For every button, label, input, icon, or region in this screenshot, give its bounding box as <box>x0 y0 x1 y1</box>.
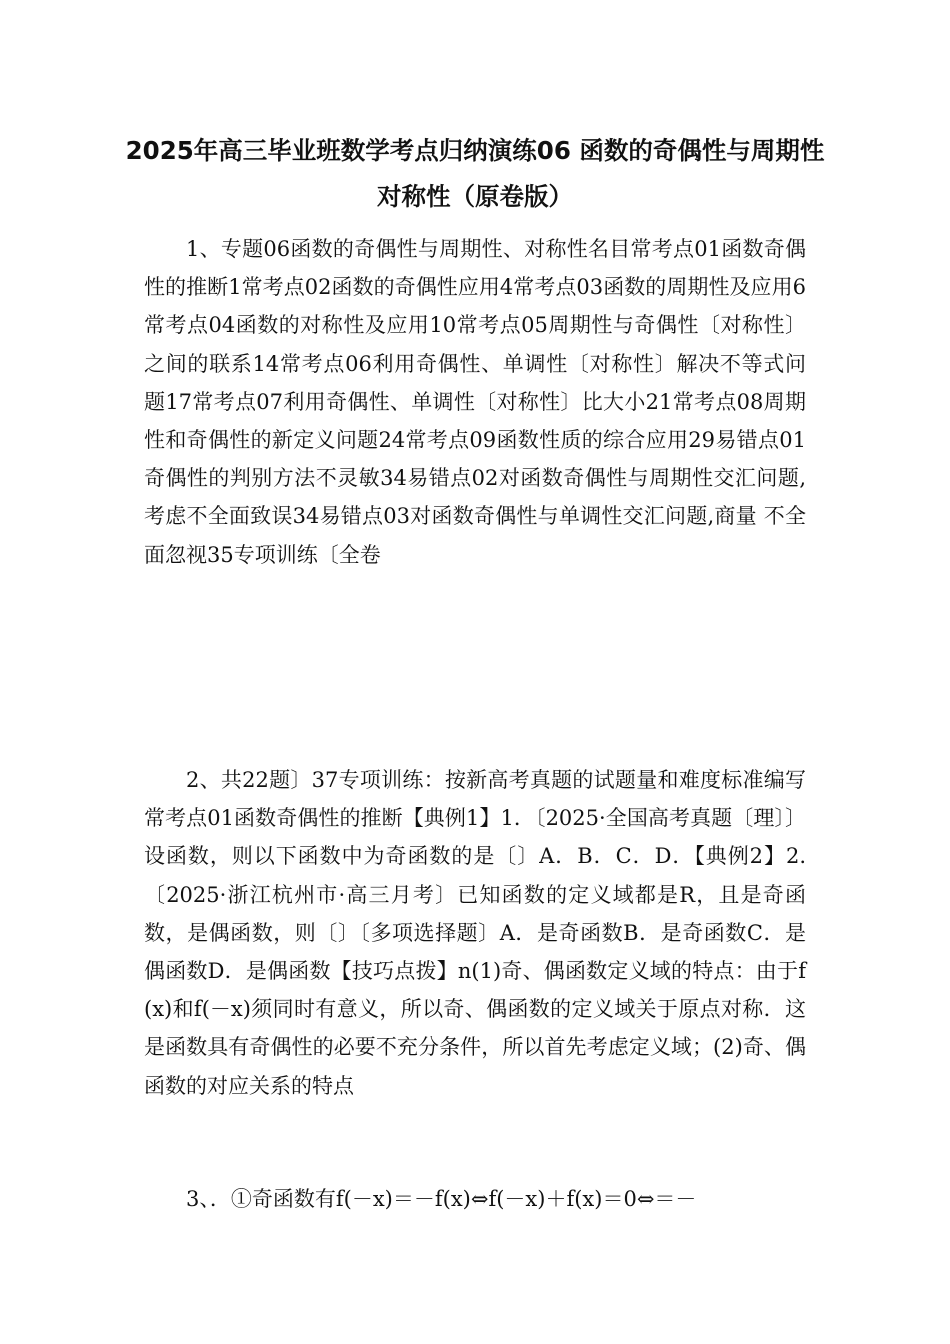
document-title: 2025年高三毕业班数学考点归纳演练06 函数的奇偶性与周期性对称性（原卷版） <box>125 136 825 211</box>
paragraph-1: 1、专题06函数的奇偶性与周期性、对称性名目常考点01函数奇偶性的推断1常考点02函数的奇偶性应用4常考点03函数的周期性及应用6常考点04函数的对称性及应用10常考点05周期性与奇偶性〔对称性〕之间的联系14常考点06利用奇偶性、单调性〔对称性〕解决不等式问题17常考点07利用奇偶性、单调性〔对称性〕比大小21常考点08周期性和奇偶性的新定义问题24常考点09函数性质的综合应用29易错点01奇偶性的判别方法不灵敏34易错点02对函数奇偶性与周期性交汇问题,考虑不全面致误34易错点03对函数奇偶性与单调性交汇问题,商量 不全面忽视35专项训练〔全卷 <box>144 237 806 567</box>
paragraph-2: 2、共22题〕37专项训练：按新高考真题的试题量和难度标准编写常考点01函数奇偶性的推断【典例1】1．〔2025·全国高考真题〔理〕〕设函数，则以下函数中为奇函数的是〔〕A．B．C．D．【典例2】2.〔2025·浙江杭州市·高三月考〕已知函数的定义域都是R，且是奇函数，是偶函数，则〔〕〔多项选择题〕A．是奇函数B．是奇函数C．是偶函数D．是偶函数【技巧点拨】n(1)奇、偶函数定义域的特点：由于f(x)和f(－x)须同时有意义，所以奇、偶函数的定义域关于原点对称．这是函数具有奇偶性的必要不充分条件，所以首先考虑定义域；(2)奇、偶函数的对应关系的特点 <box>144 768 806 1098</box>
paragraph-3: 3、．①奇函数有f(－x)＝－f(x)⇔f(－x)＋f(x)＝0⇔＝－ <box>186 1187 697 1211</box>
